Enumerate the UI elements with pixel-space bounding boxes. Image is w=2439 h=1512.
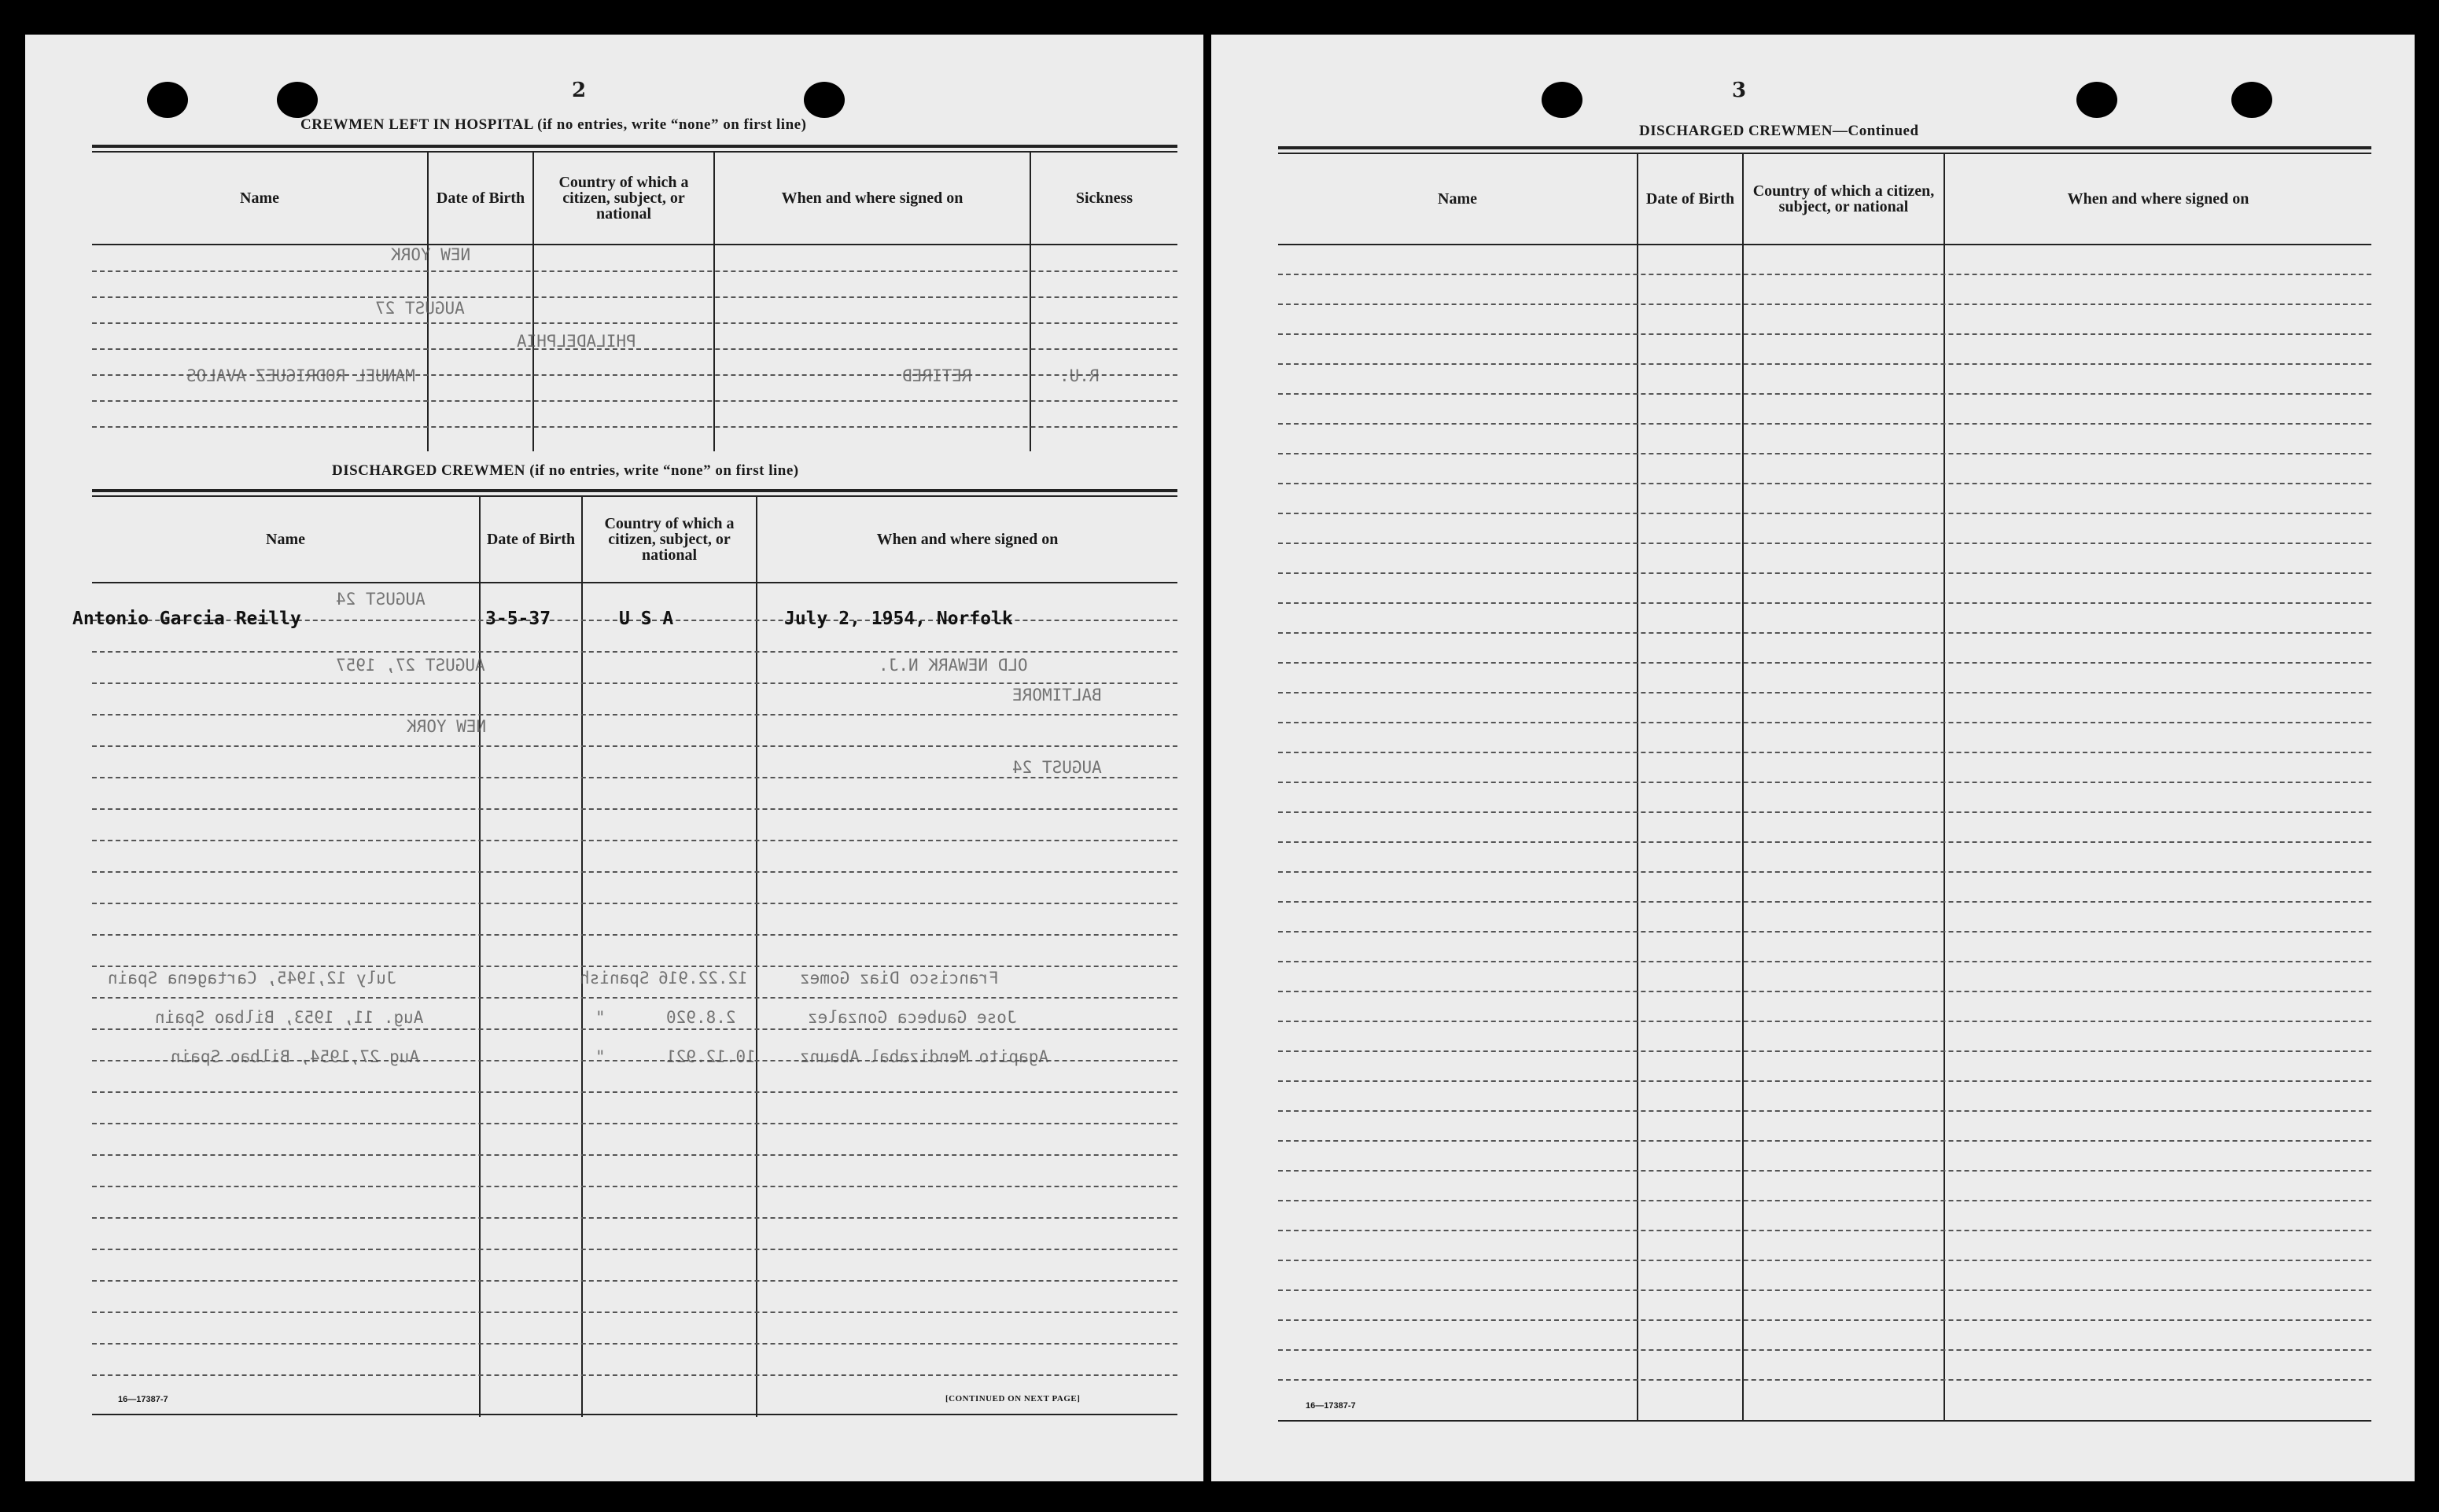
crewman-dob: 3-5-37 — [485, 609, 551, 629]
discharged-continued-title: DISCHARGED CREWMEN—Continued — [1639, 123, 1919, 139]
bleed-text: Jose Gaubeca Gonzalez — [808, 1008, 1017, 1027]
bleed-text: OLD NEWARK N.J. — [879, 656, 1028, 675]
page-number: 3 — [1732, 79, 1747, 102]
hospital-header-name: Name — [240, 189, 279, 207]
bleed-text: Spanish — [580, 969, 650, 988]
bleed-text: " — [595, 1047, 606, 1066]
bleed-text: PHILADELPHIA — [517, 332, 636, 351]
crewman-name: Antonio Garcia Reilly — [72, 609, 301, 629]
right-header-signed: When and where signed on — [2067, 190, 2249, 208]
left-page — [25, 35, 1203, 1481]
bleed-text: RETIRED — [902, 366, 972, 385]
bleed-text: AUGUST 24 — [336, 590, 426, 609]
punch-hole — [1542, 82, 1582, 118]
bleed-text: NEW YORK — [391, 245, 471, 264]
page-number: 2 — [572, 79, 587, 102]
form-code: 16—17387-7 — [118, 1395, 168, 1404]
right-header-name: Name — [1438, 190, 1477, 208]
discharged-header-dob: Date of Birth — [486, 531, 576, 548]
right-header-dob: Date of Birth — [1645, 190, 1735, 208]
bleed-text: 12.22.916 — [658, 969, 748, 988]
bleed-text: NEW YORK — [407, 717, 487, 736]
bleed-text: R.U. — [1059, 366, 1100, 385]
hospital-header-signed: When and where signed on — [781, 189, 963, 207]
discharged-table — [72, 489, 1177, 1417]
bleed-text: AUGUST 24 — [1012, 758, 1102, 777]
bleed-text: 10.12.921 — [666, 1047, 756, 1066]
bleed-text: Agapito Mendizabal Abaunz — [800, 1047, 1049, 1066]
bleed-text: Aug 27,1954, Bilbao Spain — [171, 1047, 420, 1066]
bleed-text: AUGUST 27 — [375, 299, 465, 318]
bleed-text: 2.8.920 — [666, 1008, 736, 1027]
bleed-text: July 12,1945, Cartagena Spain — [108, 969, 396, 988]
crewman-country: U S A — [619, 609, 674, 629]
crewman-signed-on: July 2, 1954, Norfolk — [784, 609, 1013, 629]
hospital-header-sickness: Sickness — [1075, 189, 1133, 207]
discharged-header-country: Country of which a citizen, subject, or national — [604, 515, 735, 564]
punch-hole — [147, 82, 188, 118]
right-header-country: Country of which a citizen, subject, or national — [1752, 182, 1935, 215]
punch-hole — [2231, 82, 2272, 118]
right-page — [1211, 35, 2415, 1481]
bleed-text: MANUEL RODRIGUEZ AVALOS — [186, 366, 415, 385]
discharged-continued-table — [1278, 146, 2371, 1424]
bleed-text: Francisco Diaz Gomez — [800, 969, 999, 988]
continued-note: [CONTINUED ON NEXT PAGE] — [945, 1394, 1081, 1403]
discharged-header-signed: When and where signed on — [876, 531, 1059, 548]
hospital-section-title: CREWMEN LEFT IN HOSPITAL (if no entries, write “none” on first line) — [300, 116, 807, 133]
form-code: 16—17387-7 — [1306, 1401, 1356, 1411]
punch-hole — [804, 82, 845, 118]
discharged-section-title: DISCHARGED CREWMEN (if no entries, write “none” on first line) — [332, 462, 799, 479]
punch-hole — [2076, 82, 2117, 118]
punch-hole — [277, 82, 318, 118]
bleed-text: " — [595, 1008, 606, 1027]
hospital-table — [92, 145, 1177, 459]
bleed-text: BALTIMORE — [1012, 686, 1102, 704]
bleed-text: AUGUST 27, 1957 — [336, 656, 485, 675]
discharged-header-name: Name — [266, 531, 305, 548]
hospital-header-country: Country of which a citizen, subject, or national — [558, 174, 689, 223]
hospital-header-dob: Date of Birth — [436, 189, 525, 207]
bleed-text: Aug. 11, 1953, Bilbao Spain — [155, 1008, 424, 1027]
